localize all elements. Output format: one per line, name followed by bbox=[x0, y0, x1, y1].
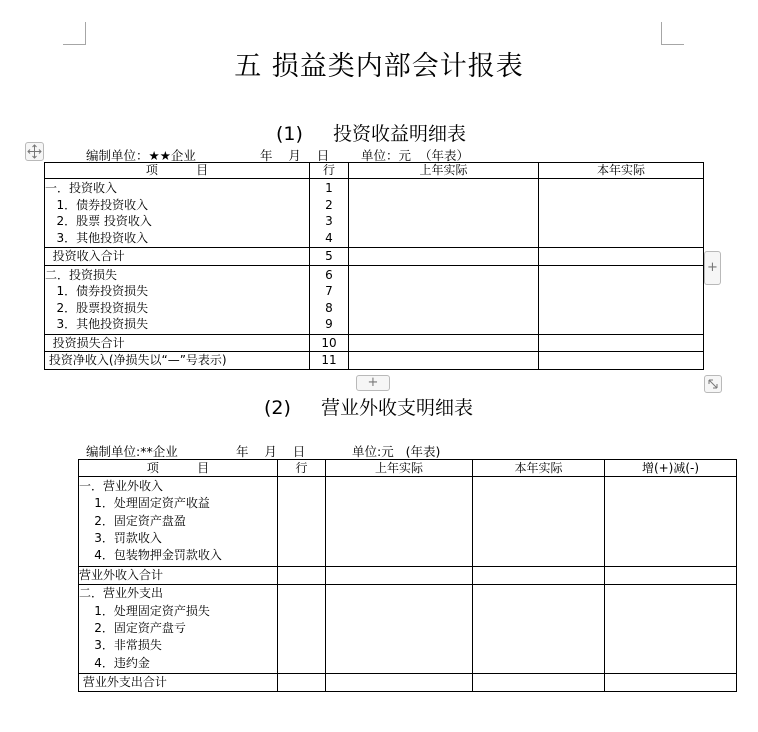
item-label: 2．固定资产盘亏 bbox=[79, 621, 186, 636]
header-line: 行 bbox=[278, 460, 326, 477]
line-number: 6 bbox=[325, 267, 333, 282]
line-number-cell[interactable] bbox=[310, 334, 349, 352]
item-cell[interactable] bbox=[45, 248, 310, 266]
header-item: 项 目 bbox=[79, 460, 278, 477]
last-year-cell[interactable] bbox=[326, 673, 473, 691]
line-number: 7 bbox=[325, 284, 333, 298]
table-row bbox=[79, 585, 737, 673]
line-number: 10 bbox=[321, 335, 337, 350]
item-cell[interactable] bbox=[79, 673, 278, 691]
item-label: 投资损失合计 bbox=[45, 335, 125, 350]
table1-date: 年 月 日 bbox=[260, 148, 330, 163]
table-row bbox=[45, 179, 704, 248]
table-row bbox=[45, 334, 704, 352]
this-year-cell[interactable] bbox=[539, 352, 704, 370]
table-row bbox=[79, 477, 737, 567]
table2-unit: 编制单位:**企业 bbox=[86, 444, 178, 459]
item-label: 4．包装物押金罚款收入 bbox=[79, 548, 222, 563]
item-label: 2．固定资产盘盈 bbox=[79, 513, 186, 528]
page-title: 五 损益类内部会计报表 bbox=[234, 51, 524, 82]
non-operating-table bbox=[78, 459, 737, 692]
table1-unit: 编制单位：★★企业 bbox=[86, 148, 196, 163]
change-cell[interactable] bbox=[605, 585, 737, 673]
table1-subtitle-text: 投资收益明细表 bbox=[333, 123, 467, 145]
this-year-cell[interactable] bbox=[473, 673, 605, 691]
this-year-cell[interactable] bbox=[539, 179, 704, 248]
line-number: 9 bbox=[325, 317, 333, 331]
item-label: 营业外支出合计 bbox=[79, 674, 167, 689]
last-year-cell[interactable] bbox=[349, 334, 539, 352]
add-row-button[interactable] bbox=[356, 375, 390, 391]
table-move-handle[interactable] bbox=[25, 142, 44, 161]
line-number-cell[interactable] bbox=[278, 585, 326, 673]
move-handle-icon bbox=[27, 144, 42, 159]
item-cell[interactable] bbox=[45, 179, 310, 248]
plus-icon: + bbox=[367, 375, 379, 390]
last-year-cell[interactable] bbox=[326, 567, 473, 585]
this-year-cell[interactable] bbox=[473, 567, 605, 585]
item-label: 2．股票 投资收入 bbox=[45, 214, 152, 228]
line-number-cell[interactable] bbox=[278, 673, 326, 691]
line-number: 8 bbox=[325, 300, 333, 315]
line-number-cell[interactable] bbox=[278, 477, 326, 567]
line-number: 1 bbox=[325, 181, 333, 195]
item-label: 1．债券投资收入 bbox=[45, 197, 149, 212]
item-label: 投资净收入(净损失以“—”号表示) bbox=[45, 353, 227, 367]
item-cell[interactable] bbox=[45, 265, 310, 334]
item-label: 1．处理固定资产损失 bbox=[79, 603, 210, 618]
item-label: 3．非常损失 bbox=[79, 638, 162, 653]
item-cell[interactable] bbox=[45, 352, 310, 370]
item-cell[interactable] bbox=[45, 334, 310, 352]
change-cell[interactable] bbox=[605, 477, 737, 567]
line-number: 3 bbox=[325, 214, 333, 228]
item-label: 营业外收入合计 bbox=[79, 568, 164, 583]
resize-icon bbox=[707, 378, 719, 390]
item-label: 二．营业外支出 bbox=[79, 586, 164, 601]
item-label: 3．其他投资损失 bbox=[45, 317, 149, 331]
this-year-cell[interactable] bbox=[539, 265, 704, 334]
investment-income-table bbox=[44, 162, 704, 370]
table-row bbox=[79, 673, 737, 691]
last-year-cell[interactable] bbox=[349, 248, 539, 266]
last-year-cell[interactable] bbox=[349, 265, 539, 334]
table1-subtitle bbox=[276, 119, 466, 146]
item-label: 1．处理固定资产收益 bbox=[79, 496, 210, 511]
last-year-cell[interactable] bbox=[326, 585, 473, 673]
item-label: 2．股票投资损失 bbox=[45, 300, 149, 315]
item-label: 二．投资损失 bbox=[45, 267, 118, 282]
item-cell[interactable] bbox=[79, 477, 278, 567]
table-row bbox=[45, 265, 704, 334]
item-label: 3．罚款收入 bbox=[79, 530, 162, 545]
change-cell[interactable] bbox=[605, 567, 737, 585]
header-last-year: 上年实际 bbox=[349, 163, 539, 179]
header-this-year: 本年实际 bbox=[539, 163, 704, 179]
last-year-cell[interactable] bbox=[349, 352, 539, 370]
this-year-cell[interactable] bbox=[539, 334, 704, 352]
item-label: 3．其他投资收入 bbox=[45, 230, 149, 245]
table-row bbox=[45, 352, 704, 370]
header-line: 行 bbox=[310, 163, 349, 179]
header-change: 增(+)减(-) bbox=[605, 460, 737, 477]
header-last-year: 上年实际 bbox=[326, 460, 473, 477]
item-cell[interactable] bbox=[79, 567, 278, 585]
header-this-year: 本年实际 bbox=[473, 460, 605, 477]
item-label: 4．违约金 bbox=[79, 655, 150, 670]
line-number-cell[interactable] bbox=[310, 248, 349, 266]
add-column-button[interactable] bbox=[704, 251, 721, 285]
table2-unit-measure: 单位:元 (年表) bbox=[352, 444, 441, 459]
page-corner-mark-top-left bbox=[63, 22, 86, 45]
table1-unit-measure: 单位：元 （年表） bbox=[361, 148, 469, 163]
table2-subtitle bbox=[264, 393, 473, 420]
item-label: 1．债券投资损失 bbox=[45, 284, 149, 298]
change-cell[interactable] bbox=[605, 673, 737, 691]
line-number-cell[interactable] bbox=[310, 265, 349, 334]
line-number: 4 bbox=[325, 230, 333, 245]
table-header-row bbox=[79, 460, 737, 477]
plus-icon: + bbox=[707, 260, 718, 275]
this-year-cell[interactable] bbox=[473, 585, 605, 673]
item-label: 一．营业外收入 bbox=[79, 479, 164, 493]
table-header-row bbox=[45, 163, 704, 179]
line-number-cell[interactable] bbox=[310, 179, 349, 248]
table2-subtitle-text: 营业外收支明细表 bbox=[321, 397, 474, 419]
table-resize-handle[interactable] bbox=[704, 375, 722, 393]
table2-date: 年 月 日 bbox=[236, 444, 306, 459]
item-label: 投资收入合计 bbox=[45, 249, 125, 263]
line-number-cell[interactable] bbox=[310, 352, 349, 370]
line-number: 2 bbox=[325, 197, 333, 212]
line-number: 11 bbox=[321, 353, 337, 367]
table2-subtitle-number: (2) bbox=[264, 397, 291, 419]
item-label: 一．投资收入 bbox=[45, 181, 118, 195]
this-year-cell[interactable] bbox=[473, 477, 605, 567]
table-row bbox=[79, 567, 737, 585]
header-item: 项 目 bbox=[45, 163, 310, 179]
table1-subtitle-number: (1) bbox=[276, 123, 303, 145]
table-row bbox=[45, 248, 704, 266]
item-cell[interactable] bbox=[79, 585, 278, 673]
last-year-cell[interactable] bbox=[326, 477, 473, 567]
line-number-cell[interactable] bbox=[278, 567, 326, 585]
this-year-cell[interactable] bbox=[539, 248, 704, 266]
line-number: 5 bbox=[325, 249, 333, 263]
last-year-cell[interactable] bbox=[349, 179, 539, 248]
page-corner-mark-top-right bbox=[661, 22, 684, 45]
